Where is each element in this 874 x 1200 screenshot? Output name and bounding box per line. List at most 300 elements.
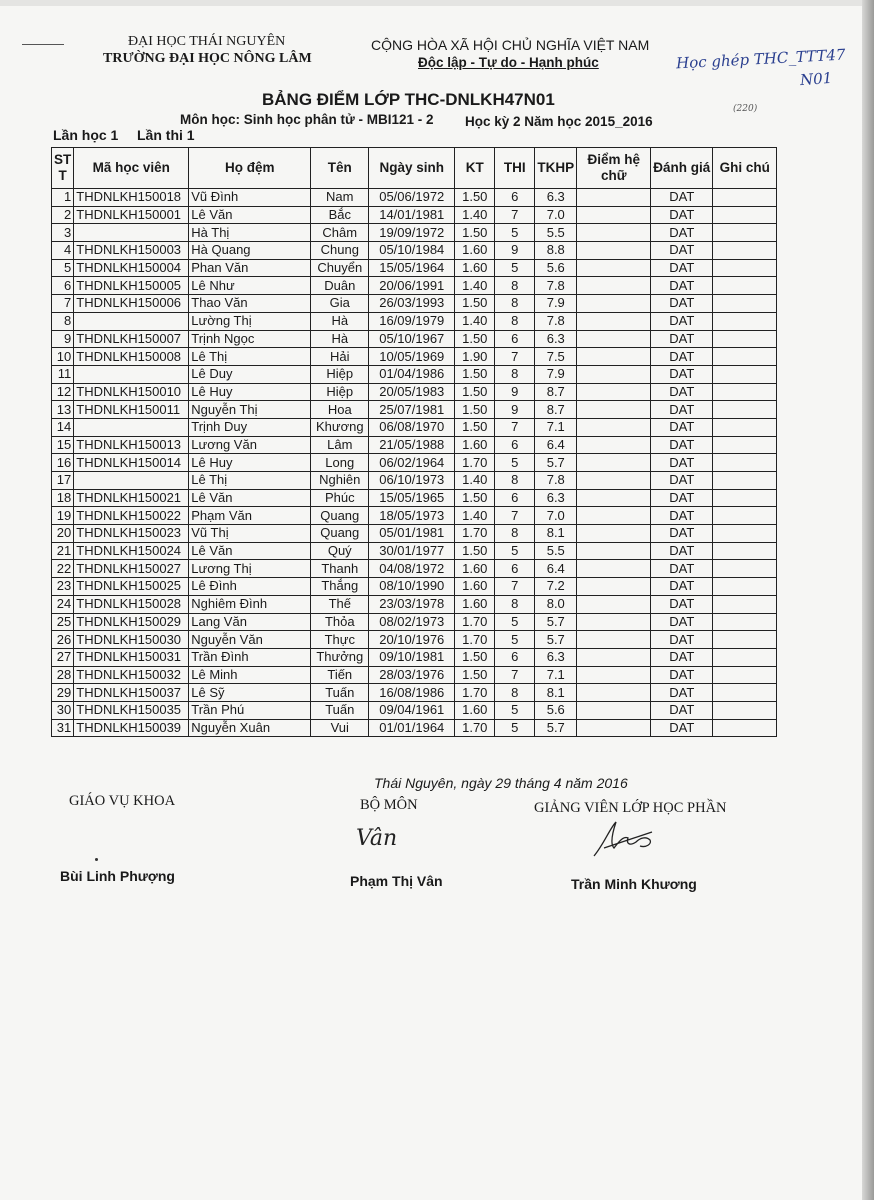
cell-notes — [713, 330, 777, 348]
cell-birth-date: 06/08/1970 — [369, 418, 455, 436]
cell-student-id: THDNLKH150035 — [74, 701, 189, 719]
cell-thi: 5 — [495, 719, 535, 737]
cell-evaluation: DAT — [651, 206, 713, 224]
cell-notes — [713, 312, 777, 330]
handwritten-note: Học ghép THC_TTT47 — [675, 45, 846, 73]
cell-stt: 31 — [52, 719, 74, 737]
term-line: Học kỳ 2 Năm học 2015_2016 — [465, 114, 653, 129]
cell-stt: 29 — [52, 684, 74, 702]
cell-evaluation: DAT — [651, 578, 713, 596]
cell-first-name: Hoa — [311, 401, 369, 419]
cell-evaluation: DAT — [651, 560, 713, 578]
cell-stt: 3 — [52, 224, 74, 242]
cell-tkhp: 5.6 — [535, 259, 577, 277]
table-row — [52, 295, 777, 313]
cell-thi: 8 — [495, 525, 535, 543]
cell-tkhp: 5.7 — [535, 631, 577, 649]
cell-tkhp: 6.4 — [535, 560, 577, 578]
cell-birth-date: 23/03/1978 — [369, 595, 455, 613]
cell-letter-grade — [577, 507, 651, 525]
cell-notes — [713, 684, 777, 702]
cell-student-id: THDNLKH150006 — [74, 295, 189, 313]
cell-middle-name: Lương Văn — [189, 436, 311, 454]
cell-notes — [713, 507, 777, 525]
cell-thi: 7 — [495, 578, 535, 596]
middle-signature: Vân — [356, 826, 398, 851]
cell-middle-name: Lê Đình — [189, 578, 311, 596]
cell-stt: 18 — [52, 489, 74, 507]
cell-kt: 1.70 — [455, 525, 495, 543]
cell-thi: 6 — [495, 489, 535, 507]
table-body — [52, 189, 777, 737]
cell-letter-grade — [577, 418, 651, 436]
col-header-notes: Ghi chú — [713, 148, 777, 189]
cell-kt: 1.60 — [455, 578, 495, 596]
cell-birth-date: 14/01/1981 — [369, 206, 455, 224]
table-row — [52, 206, 777, 224]
cell-letter-grade — [577, 224, 651, 242]
cell-middle-name: Lê Huy — [189, 383, 311, 401]
cell-letter-grade — [577, 277, 651, 295]
cell-thi: 5 — [495, 259, 535, 277]
cell-first-name: Nam — [311, 189, 369, 207]
cell-thi: 9 — [495, 242, 535, 260]
cell-student-id: THDNLKH150011 — [74, 401, 189, 419]
cell-letter-grade — [577, 454, 651, 472]
cell-first-name: Thanh — [311, 560, 369, 578]
table-row — [52, 189, 777, 207]
cell-tkhp: 6.3 — [535, 330, 577, 348]
col-header-tkhp: TKHP — [535, 148, 577, 189]
cell-student-id: THDNLKH150030 — [74, 631, 189, 649]
cell-student-id — [74, 224, 189, 242]
cell-tkhp: 7.8 — [535, 472, 577, 490]
cell-birth-date: 08/02/1973 — [369, 613, 455, 631]
cell-first-name: Quang — [311, 525, 369, 543]
table-row — [52, 489, 777, 507]
cell-stt: 23 — [52, 578, 74, 596]
cell-tkhp: 5.7 — [535, 454, 577, 472]
cell-stt: 13 — [52, 401, 74, 419]
cell-birth-date: 06/10/1973 — [369, 472, 455, 490]
cell-student-id: THDNLKH150007 — [74, 330, 189, 348]
cell-middle-name: Vũ Thị — [189, 525, 311, 543]
cell-first-name: Hiệp — [311, 365, 369, 383]
table-row — [52, 666, 777, 684]
cell-kt: 1.60 — [455, 436, 495, 454]
table-row — [52, 525, 777, 543]
cell-notes — [713, 454, 777, 472]
cell-thi: 5 — [495, 224, 535, 242]
cell-middle-name: Nguyễn Thị — [189, 401, 311, 419]
cell-tkhp: 6.3 — [535, 189, 577, 207]
cell-birth-date: 28/03/1976 — [369, 666, 455, 684]
cell-stt: 10 — [52, 348, 74, 366]
cell-first-name: Thưởng — [311, 648, 369, 666]
cell-evaluation: DAT — [651, 224, 713, 242]
cell-first-name: Hà — [311, 330, 369, 348]
cell-kt: 1.70 — [455, 719, 495, 737]
cell-thi: 7 — [495, 418, 535, 436]
cell-evaluation: DAT — [651, 489, 713, 507]
cell-student-id — [74, 418, 189, 436]
cell-tkhp: 7.8 — [535, 277, 577, 295]
cell-stt: 22 — [52, 560, 74, 578]
cell-tkhp: 7.2 — [535, 578, 577, 596]
cell-evaluation: DAT — [651, 312, 713, 330]
cell-tkhp: 5.5 — [535, 224, 577, 242]
cell-first-name: Quý — [311, 542, 369, 560]
cell-middle-name: Lê Duy — [189, 365, 311, 383]
cell-notes — [713, 401, 777, 419]
cell-kt: 1.90 — [455, 348, 495, 366]
cell-letter-grade — [577, 242, 651, 260]
cell-stt: 2 — [52, 206, 74, 224]
right-signature — [590, 818, 660, 860]
cell-first-name: Tuấn — [311, 701, 369, 719]
cell-student-id: THDNLKH150013 — [74, 436, 189, 454]
cell-birth-date: 09/10/1981 — [369, 648, 455, 666]
cell-stt: 4 — [52, 242, 74, 260]
cell-thi: 8 — [495, 684, 535, 702]
stray-dot — [95, 858, 98, 861]
table-row — [52, 701, 777, 719]
cell-evaluation: DAT — [651, 259, 713, 277]
cell-letter-grade — [577, 613, 651, 631]
table-row — [52, 472, 777, 490]
cell-stt: 30 — [52, 701, 74, 719]
republic-heading: CỘNG HÒA XÃ HỘI CHỦ NGHĨA VIỆT NAM — [371, 37, 650, 53]
table-row — [52, 259, 777, 277]
cell-notes — [713, 242, 777, 260]
cell-thi: 9 — [495, 383, 535, 401]
cell-stt: 20 — [52, 525, 74, 543]
cell-evaluation: DAT — [651, 648, 713, 666]
cell-evaluation: DAT — [651, 242, 713, 260]
cell-evaluation: DAT — [651, 507, 713, 525]
cell-first-name: Nghiên — [311, 472, 369, 490]
cell-stt: 9 — [52, 330, 74, 348]
cell-stt: 7 — [52, 295, 74, 313]
cell-letter-grade — [577, 701, 651, 719]
cell-student-id: THDNLKH150022 — [74, 507, 189, 525]
cell-first-name: Tiến — [311, 666, 369, 684]
cell-evaluation: DAT — [651, 418, 713, 436]
cell-birth-date: 20/05/1983 — [369, 383, 455, 401]
cell-middle-name: Lê Văn — [189, 542, 311, 560]
cell-birth-date: 05/01/1981 — [369, 525, 455, 543]
cell-letter-grade — [577, 719, 651, 737]
cell-student-id: THDNLKH150018 — [74, 189, 189, 207]
cell-thi: 6 — [495, 330, 535, 348]
table-row — [52, 560, 777, 578]
cell-middle-name: Phan Văn — [189, 259, 311, 277]
cell-birth-date: 05/10/1984 — [369, 242, 455, 260]
cell-thi: 6 — [495, 436, 535, 454]
cell-birth-date: 06/02/1964 — [369, 454, 455, 472]
cell-thi: 8 — [495, 365, 535, 383]
cell-letter-grade — [577, 648, 651, 666]
cell-evaluation: DAT — [651, 472, 713, 490]
cell-kt: 1.50 — [455, 224, 495, 242]
cell-tkhp: 7.1 — [535, 418, 577, 436]
cell-evaluation: DAT — [651, 277, 713, 295]
cell-first-name: Chuyển — [311, 259, 369, 277]
cell-notes — [713, 277, 777, 295]
cell-student-id: THDNLKH150010 — [74, 383, 189, 401]
cell-student-id: THDNLKH150025 — [74, 578, 189, 596]
table-row — [52, 648, 777, 666]
cell-birth-date: 25/07/1981 — [369, 401, 455, 419]
cell-first-name: Thắng — [311, 578, 369, 596]
cell-kt: 1.50 — [455, 648, 495, 666]
paper-top-edge — [0, 0, 874, 6]
table-row — [52, 454, 777, 472]
cell-letter-grade — [577, 489, 651, 507]
cell-letter-grade — [577, 312, 651, 330]
cell-letter-grade — [577, 560, 651, 578]
cell-middle-name: Nghiêm Đình — [189, 595, 311, 613]
cell-stt: 12 — [52, 383, 74, 401]
cell-notes — [713, 383, 777, 401]
table-row — [52, 578, 777, 596]
right-signer-name: Trần Minh Khương — [571, 876, 697, 892]
cell-first-name: Lâm — [311, 436, 369, 454]
cell-evaluation: DAT — [651, 436, 713, 454]
cell-middle-name: Lê Thị — [189, 472, 311, 490]
cell-first-name: Gia — [311, 295, 369, 313]
cell-birth-date: 20/06/1991 — [369, 277, 455, 295]
cell-middle-name: Hà Quang — [189, 242, 311, 260]
cell-birth-date: 01/04/1986 — [369, 365, 455, 383]
cell-stt: 24 — [52, 595, 74, 613]
cell-kt: 1.40 — [455, 472, 495, 490]
cell-evaluation: DAT — [651, 595, 713, 613]
cell-evaluation: DAT — [651, 189, 713, 207]
col-header-kt: KT — [455, 148, 495, 189]
table-row — [52, 312, 777, 330]
cell-kt: 1.50 — [455, 401, 495, 419]
cell-stt: 8 — [52, 312, 74, 330]
cell-letter-grade — [577, 542, 651, 560]
cell-birth-date: 16/09/1979 — [369, 312, 455, 330]
cell-birth-date: 26/03/1993 — [369, 295, 455, 313]
cell-notes — [713, 578, 777, 596]
cell-first-name: Duân — [311, 277, 369, 295]
cell-middle-name: Lương Thị — [189, 560, 311, 578]
cell-first-name: Vui — [311, 719, 369, 737]
cell-letter-grade — [577, 684, 651, 702]
left-signer-title: GIÁO VỤ KHOA — [69, 793, 176, 809]
cell-first-name: Quang — [311, 507, 369, 525]
cell-letter-grade — [577, 595, 651, 613]
cell-kt: 1.60 — [455, 242, 495, 260]
cell-first-name: Bắc — [311, 206, 369, 224]
cell-letter-grade — [577, 436, 651, 454]
cell-tkhp: 7.5 — [535, 348, 577, 366]
cell-notes — [713, 348, 777, 366]
cell-birth-date: 21/05/1988 — [369, 436, 455, 454]
table-row — [52, 383, 777, 401]
cell-notes — [713, 666, 777, 684]
cell-evaluation: DAT — [651, 383, 713, 401]
cell-tkhp: 5.5 — [535, 542, 577, 560]
cell-student-id — [74, 472, 189, 490]
table-row — [52, 613, 777, 631]
cell-student-id: THDNLKH150005 — [74, 277, 189, 295]
cell-middle-name: Nguyễn Xuân — [189, 719, 311, 737]
cell-notes — [713, 436, 777, 454]
cell-stt: 15 — [52, 436, 74, 454]
cell-student-id: THDNLKH150027 — [74, 560, 189, 578]
cell-tkhp: 8.7 — [535, 383, 577, 401]
cell-birth-date: 05/06/1972 — [369, 189, 455, 207]
cell-notes — [713, 489, 777, 507]
cell-middle-name: Thao Văn — [189, 295, 311, 313]
cell-thi: 6 — [495, 648, 535, 666]
university-name: ĐẠI HỌC THÁI NGUYÊN — [128, 34, 286, 49]
cell-kt: 1.50 — [455, 383, 495, 401]
cell-notes — [713, 648, 777, 666]
cell-thi: 5 — [495, 631, 535, 649]
cell-evaluation: DAT — [651, 295, 713, 313]
cell-middle-name: Lê Như — [189, 277, 311, 295]
cell-middle-name: Trịnh Ngọc — [189, 330, 311, 348]
cell-stt: 11 — [52, 365, 74, 383]
cell-student-id: THDNLKH150032 — [74, 666, 189, 684]
cell-notes — [713, 472, 777, 490]
cell-letter-grade — [577, 631, 651, 649]
margin-mark — [22, 44, 64, 45]
cell-stt: 25 — [52, 613, 74, 631]
cell-student-id: THDNLKH150014 — [74, 454, 189, 472]
cell-notes — [713, 206, 777, 224]
cell-middle-name: Trần Đình — [189, 648, 311, 666]
cell-stt: 27 — [52, 648, 74, 666]
table-row — [52, 330, 777, 348]
cell-student-id: THDNLKH150004 — [74, 259, 189, 277]
cell-tkhp: 6.3 — [535, 648, 577, 666]
right-signer-title: GIẢNG VIÊN LỚP HỌC PHẦN — [534, 800, 727, 816]
cell-first-name: Tuấn — [311, 684, 369, 702]
cell-evaluation: DAT — [651, 365, 713, 383]
cell-tkhp: 7.1 — [535, 666, 577, 684]
cell-birth-date: 05/10/1967 — [369, 330, 455, 348]
cell-letter-grade — [577, 348, 651, 366]
cell-notes — [713, 418, 777, 436]
cell-first-name: Long — [311, 454, 369, 472]
cell-middle-name: Lê Thị — [189, 348, 311, 366]
cell-evaluation: DAT — [651, 666, 713, 684]
cell-letter-grade — [577, 259, 651, 277]
col-header-student-id: Mã học viên — [74, 148, 189, 189]
cell-birth-date: 10/05/1969 — [369, 348, 455, 366]
cell-notes — [713, 701, 777, 719]
cell-birth-date: 20/10/1976 — [369, 631, 455, 649]
cell-notes — [713, 259, 777, 277]
cell-student-id: THDNLKH150008 — [74, 348, 189, 366]
cell-letter-grade — [577, 365, 651, 383]
cell-letter-grade — [577, 189, 651, 207]
cell-student-id: THDNLKH150039 — [74, 719, 189, 737]
table-row — [52, 242, 777, 260]
cell-tkhp: 8.0 — [535, 595, 577, 613]
cell-student-id: THDNLKH150024 — [74, 542, 189, 560]
cell-notes — [713, 719, 777, 737]
table-row — [52, 277, 777, 295]
cell-tkhp: 8.1 — [535, 525, 577, 543]
cell-birth-date: 30/01/1977 — [369, 542, 455, 560]
cell-letter-grade — [577, 525, 651, 543]
cell-letter-grade — [577, 666, 651, 684]
cell-middle-name: Nguyễn Văn — [189, 631, 311, 649]
cell-thi: 5 — [495, 454, 535, 472]
cell-birth-date: 09/04/1961 — [369, 701, 455, 719]
cell-evaluation: DAT — [651, 684, 713, 702]
cell-thi: 8 — [495, 277, 535, 295]
cell-first-name: Thế — [311, 595, 369, 613]
cell-kt: 1.50 — [455, 365, 495, 383]
cell-kt: 1.50 — [455, 189, 495, 207]
cell-first-name: Hà — [311, 312, 369, 330]
cell-middle-name: Hà Thị — [189, 224, 311, 242]
table-row — [52, 631, 777, 649]
cell-first-name: Hải — [311, 348, 369, 366]
cell-notes — [713, 189, 777, 207]
cell-notes — [713, 224, 777, 242]
cell-thi: 5 — [495, 613, 535, 631]
cell-letter-grade — [577, 578, 651, 596]
cell-birth-date: 19/09/1972 — [369, 224, 455, 242]
cell-letter-grade — [577, 401, 651, 419]
cell-tkhp: 6.4 — [535, 436, 577, 454]
cell-tkhp: 7.0 — [535, 206, 577, 224]
grades-table — [51, 147, 777, 737]
study-attempt: Lần học 1 — [53, 127, 119, 143]
national-motto: Độc lập - Tự do - Hạnh phúc — [418, 55, 599, 70]
col-header-thi: THI — [495, 148, 535, 189]
cell-stt: 28 — [52, 666, 74, 684]
cell-stt: 19 — [52, 507, 74, 525]
table-row — [52, 348, 777, 366]
cell-student-id: THDNLKH150028 — [74, 595, 189, 613]
cell-thi: 7 — [495, 507, 535, 525]
cell-thi: 5 — [495, 542, 535, 560]
cell-notes — [713, 560, 777, 578]
cell-first-name: Khương — [311, 418, 369, 436]
cell-student-id: THDNLKH150003 — [74, 242, 189, 260]
middle-signer-name: Phạm Thị Vân — [350, 873, 443, 889]
cell-student-id — [74, 365, 189, 383]
cell-tkhp: 8.8 — [535, 242, 577, 260]
cell-middle-name: Vũ Đình — [189, 189, 311, 207]
cell-letter-grade — [577, 472, 651, 490]
cell-thi: 7 — [495, 666, 535, 684]
cell-middle-name: Lường Thị — [189, 312, 311, 330]
cell-student-id — [74, 312, 189, 330]
cell-birth-date: 16/08/1986 — [369, 684, 455, 702]
cell-notes — [713, 631, 777, 649]
cell-kt: 1.70 — [455, 613, 495, 631]
handwritten-small-mark: (220) — [733, 104, 758, 114]
cell-tkhp: 6.3 — [535, 489, 577, 507]
cell-birth-date: 15/05/1965 — [369, 489, 455, 507]
cell-middle-name: Phạm Văn — [189, 507, 311, 525]
cell-student-id: THDNLKH150029 — [74, 613, 189, 631]
cell-kt: 1.50 — [455, 666, 495, 684]
cell-middle-name: Lang Văn — [189, 613, 311, 631]
cell-notes — [713, 595, 777, 613]
